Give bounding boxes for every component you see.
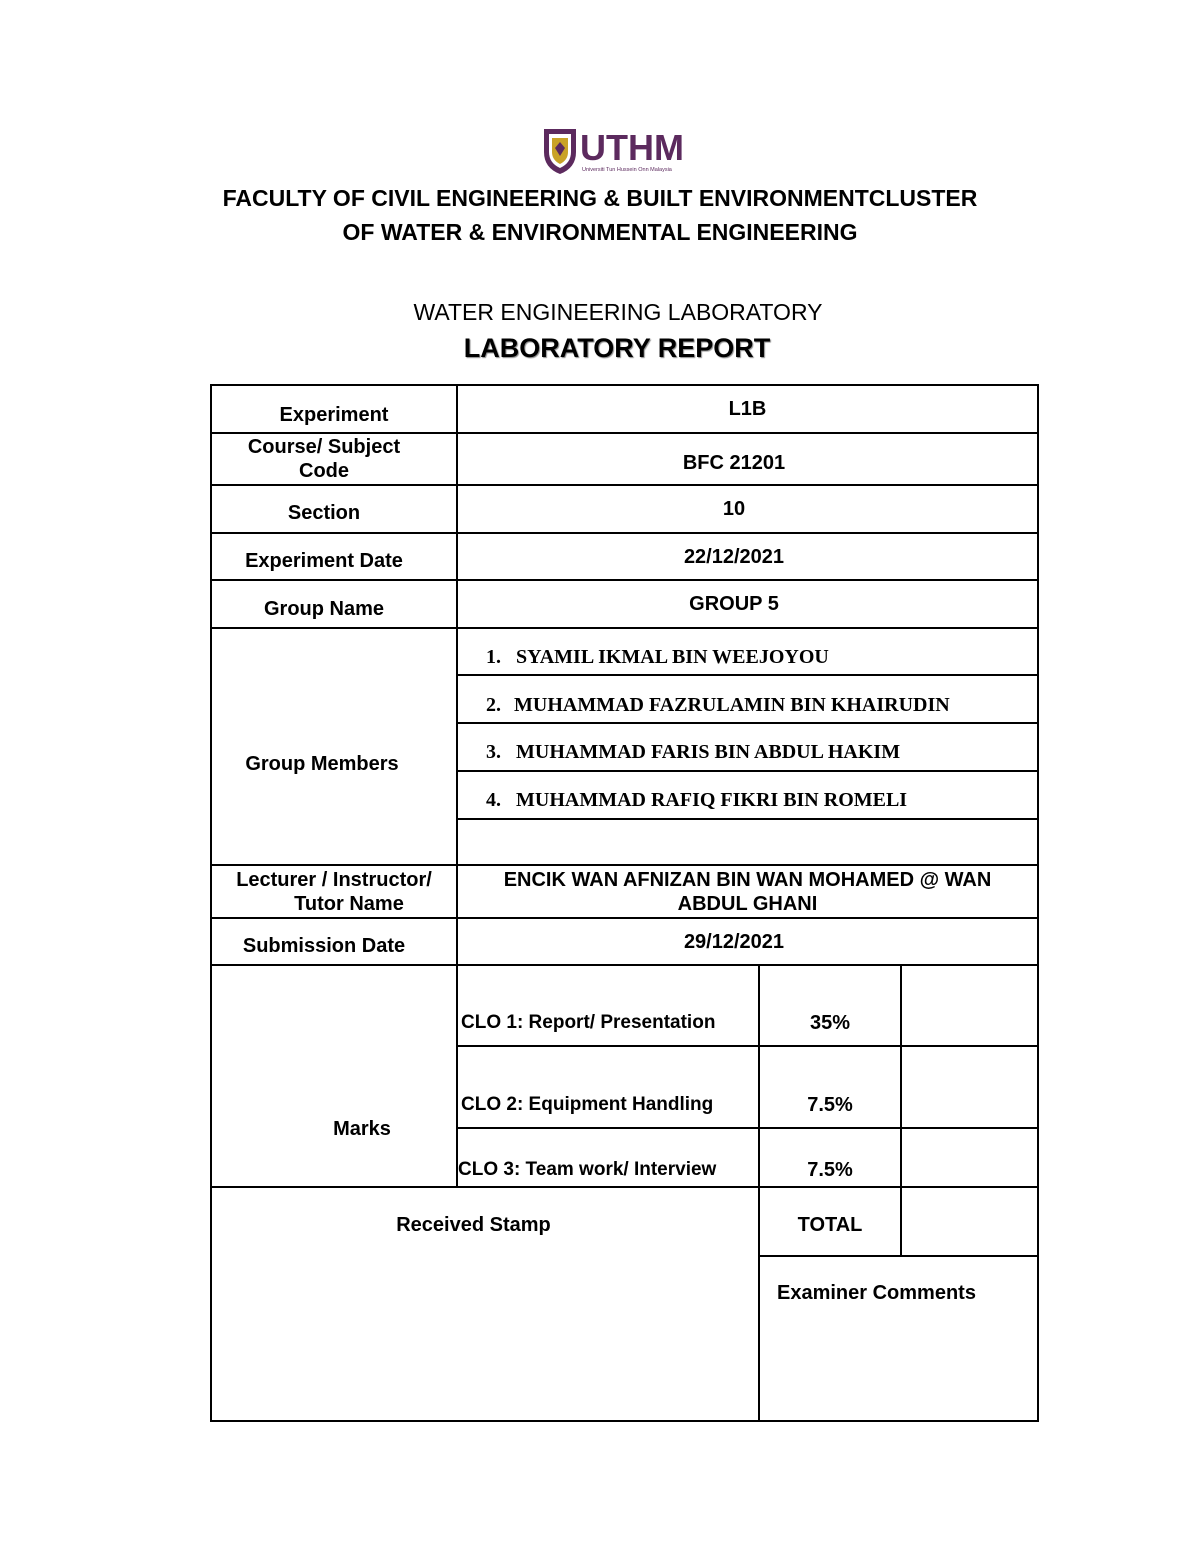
- group-name-label: Group Name: [263, 598, 385, 620]
- experiment-value: L1B: [728, 398, 767, 420]
- clo1-weight: 35%: [809, 1012, 851, 1034]
- lecturer-value: [458, 866, 1037, 917]
- lecturer-value-line2: ABDUL GHANI: [677, 892, 818, 915]
- lecturer-label: [212, 866, 456, 917]
- clo3-score-field[interactable]: [902, 1129, 1037, 1186]
- lecturer-label-line2: Tutor Name: [294, 892, 404, 915]
- section-label: Section: [287, 502, 361, 524]
- group-members-label: Group Members: [245, 753, 399, 775]
- member-3: [486, 741, 900, 764]
- lab-name: WATER ENGINEERING LABORATORY: [413, 299, 823, 325]
- examiner-comments-field[interactable]: [760, 1310, 1037, 1420]
- section-value: 10: [722, 498, 746, 520]
- member-2-name: MUHAMMAD FAZRULAMIN BIN KHAIRUDIN: [514, 694, 950, 716]
- clo2-label: CLO 2: Equipment Handling: [461, 1094, 714, 1115]
- clo1-score-field[interactable]: [902, 966, 1037, 1045]
- received-stamp-label: Received Stamp: [396, 1214, 551, 1236]
- marks-label: Marks: [333, 1118, 391, 1140]
- examiner-comments-label: Examiner Comments: [777, 1282, 976, 1304]
- group-name-value: GROUP 5: [689, 593, 779, 615]
- total-label: TOTAL: [797, 1214, 863, 1236]
- member-4: [486, 789, 907, 812]
- total-score-field[interactable]: [902, 1188, 1037, 1255]
- member-1: [486, 646, 829, 669]
- clo3-weight: 7.5%: [807, 1159, 853, 1181]
- clo3-label: CLO 3: Team work/ Interview: [458, 1159, 717, 1180]
- clo1-label: CLO 1: Report/ Presentation: [461, 1012, 716, 1033]
- submission-date-value: 29/12/2021: [683, 931, 785, 953]
- member-1-number: 1.: [486, 646, 501, 668]
- course-label: [212, 434, 436, 484]
- member-1-name: SYAMIL IKMAL BIN WEEJOYOU: [516, 646, 829, 668]
- clo2-score-field[interactable]: [902, 1047, 1037, 1127]
- uthm-crest-icon: [542, 126, 692, 176]
- member-4-number: 4.: [486, 789, 501, 811]
- experiment-label: Experiment: [279, 404, 389, 426]
- svg-text:Universiti Tun Hussein Onn Mal: Universiti Tun Hussein Onn Malaysia: [582, 167, 672, 173]
- faculty-heading-line1: FACULTY OF CIVIL ENGINEERING & BUILT ENVIRONMENTCLUSTER: [222, 185, 978, 211]
- report-title: LABORATORY REPORT: [463, 333, 771, 363]
- lecturer-value-line1: ENCIK WAN AFNIZAN BIN WAN MOHAMED @ WAN: [503, 868, 992, 891]
- member-2: [486, 694, 950, 717]
- experiment-date-label: Experiment Date: [245, 550, 403, 572]
- course-label-line2: Code: [299, 460, 349, 482]
- member-3-name: MUHAMMAD FARIS BIN ABDUL HAKIM: [516, 741, 901, 763]
- member-2-number: 2.: [486, 694, 501, 716]
- member-3-number: 3.: [486, 741, 501, 763]
- course-value: BFC 21201: [682, 452, 786, 474]
- member-4-name: MUHAMMAD RAFIQ FIKRI BIN ROMELI: [516, 789, 908, 811]
- svg-text:UTHM: UTHM: [580, 127, 684, 168]
- course-label-line1: Course/ Subject: [247, 436, 401, 458]
- faculty-heading-line2: OF WATER & ENVIRONMENTAL ENGINEERING: [342, 219, 858, 245]
- uthm-logo: [542, 126, 692, 176]
- clo2-weight: 7.5%: [807, 1094, 853, 1116]
- submission-date-label: Submission Date: [242, 935, 406, 957]
- lecturer-label-line1: Lecturer / Instructor/: [236, 868, 432, 891]
- experiment-date-value: 22/12/2021: [683, 546, 785, 568]
